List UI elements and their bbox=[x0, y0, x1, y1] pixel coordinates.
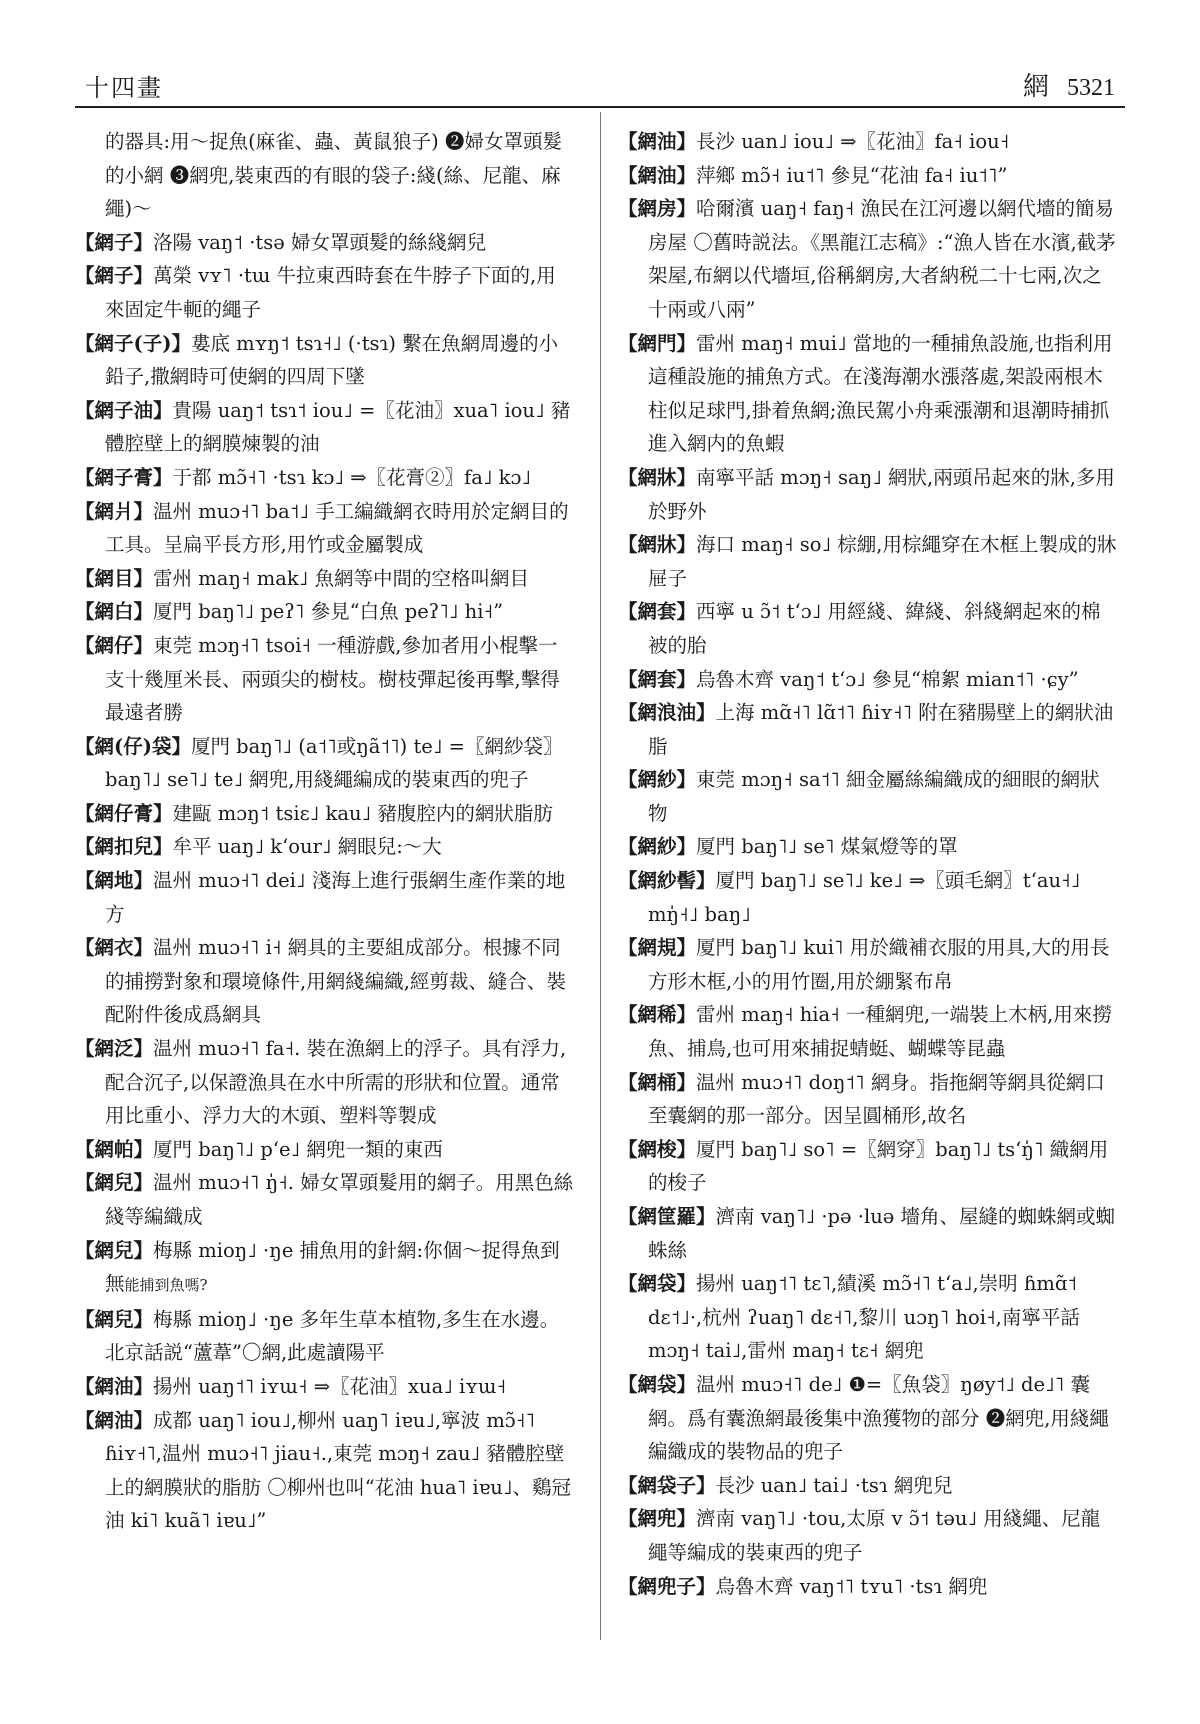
entry-definition: 厦門 baŋ˥˩ so˥ =〖網穿〗baŋ˥˩ tsʻŋ̍˥ 織網用的梭子 bbox=[648, 1137, 1109, 1195]
dictionary-entry bbox=[618, 931, 1118, 998]
entry-definition: 東莞 mɔŋ˧ sa˦˥ 細金屬絲編織成的細眼的網狀物 bbox=[648, 768, 1100, 825]
dictionary-entry bbox=[75, 259, 575, 326]
dictionary-entry bbox=[75, 226, 575, 260]
entry-definition: 南寧平話 mɔŋ˧ saŋ˩ 網狀,兩頭吊起來的牀,多用於野外 bbox=[648, 465, 1115, 523]
dictionary-entry bbox=[75, 1234, 575, 1303]
entry-definition: 揚州 uaŋ˦˥ tɛ˥,績溪 mɔ̃˧˥ tʻa˩,崇明 ɦmɑ̃˦ dɛ˦˩·,杭州 ʔuaŋ˥ dɛ˧˥,黎川 uɔŋ˥ hoi˧,南寧平話 mɔŋ˧ tai˩,雷州 maŋ˧ tɛ˧ 網兜 bbox=[648, 1272, 1080, 1363]
dictionary-entry bbox=[618, 1133, 1118, 1200]
dictionary-entry bbox=[75, 830, 575, 864]
page-header bbox=[75, 60, 1125, 108]
entry-headword: 【網子】 bbox=[75, 264, 154, 288]
dictionary-entry bbox=[618, 1267, 1118, 1368]
entry-definition: 烏魯木齊 vaŋ˦˥ tʏu˥ ·tsɿ 網兜 bbox=[715, 1574, 988, 1598]
entry-definition: 雷州 maŋ˧ mak˩ 魚網等中間的空格叫網目 bbox=[153, 566, 529, 590]
entry-headword: 【網兜子】 bbox=[618, 1574, 716, 1598]
head-character: 網 bbox=[1022, 72, 1049, 102]
entry-headword: 【網目】 bbox=[75, 566, 154, 590]
dictionary-entry bbox=[75, 125, 575, 226]
dictionary-entry bbox=[75, 730, 575, 797]
dictionary-entry bbox=[618, 528, 1118, 595]
entry-definition: 揚州 uaŋ˦˥ iʏɯ˧ ⇒〖花油〗xua˩ iʏɯ˧ bbox=[153, 1374, 507, 1398]
entry-headword: 【網門】 bbox=[618, 331, 697, 355]
entry-headword: 【網子油】 bbox=[75, 398, 173, 422]
entry-headword: 【網袋子】 bbox=[618, 1473, 716, 1497]
entry-definition: 厦門 baŋ˥˩ se˥˩ ke˩ ⇒〖頭毛網〗tʻau˧˩ mŋ̍˧˩ baŋ˩ bbox=[648, 869, 1081, 926]
entry-headword: 【網套】 bbox=[618, 600, 697, 624]
entry-definition: 貴陽 uaŋ˦ tsɿ˦ iou˩ =〖花油〗xua˥ iou˩ 豬體腔壁上的網膜煉製的油 bbox=[105, 398, 571, 456]
dictionary-entry bbox=[618, 125, 1118, 159]
entry-definition: 温州 muɔ˧˥ doŋ˦˥ 網身。指拖網等網具從網口至囊網的那一部分。因呈圓桶形,故名 bbox=[648, 1070, 1105, 1128]
entry-definition: 建甌 mɔŋ˦ tsiɛ˩ kau˩ 豬腹腔内的網狀脂肪 bbox=[172, 801, 553, 825]
entry-headword: 【網仔】 bbox=[75, 633, 154, 657]
dictionary-entry bbox=[618, 696, 1118, 763]
entry-definition: 濟南 vaŋ˥˩ ·tou,太原 v ɔ̃˦ təu˩ 用綫繩、尼龍繩等編成的裝東西的兜子 bbox=[648, 1507, 1101, 1564]
entry-headword: 【網稀】 bbox=[618, 1003, 697, 1027]
page-header-right bbox=[1023, 66, 1115, 103]
dictionary-entry bbox=[618, 1570, 1118, 1604]
entry-headword: 【網袋】 bbox=[618, 1372, 697, 1396]
entry-definition: 萍鄉 mɔ̃˧ iu˦˥ 參見“花油 fa˧ iu˦˥” bbox=[696, 163, 1008, 187]
dictionary-entry bbox=[75, 1404, 575, 1538]
entry-headword: 【網子(子)】 bbox=[75, 331, 191, 355]
entry-headword: 【網泛】 bbox=[75, 1037, 154, 1061]
entry-definition: 雷州 maŋ˧ hia˧ 一種網兜,一端裝上木柄,用來撈魚、捕鳥,也可用來捕捉蜻蜓、蝴蝶等昆蟲 bbox=[648, 1003, 1112, 1061]
entry-headword: 【網兜】 bbox=[618, 1507, 697, 1531]
entry-definition: 濟南 vaŋ˥˩ ·pə ·luə 墻角、屋縫的蜘蛛網或蜘蛛絲 bbox=[648, 1205, 1115, 1262]
entry-headword: 【網白】 bbox=[75, 600, 154, 624]
dictionary-entry bbox=[618, 830, 1118, 864]
entry-headword: 【網筐羅】 bbox=[618, 1205, 716, 1228]
dictionary-entry bbox=[618, 864, 1118, 931]
entry-definition: 厦門 baŋ˥˩ (a˦˥或ŋã˦˥) te˩ =〖網紗袋〗baŋ˥˩ se˥˩ te˩ 網兜,用綫繩編成的裝東西的兜子 bbox=[105, 734, 563, 792]
entry-headword: 【網衣】 bbox=[75, 936, 154, 960]
dictionary-entry bbox=[75, 1133, 575, 1167]
entry-definition: 牟平 uaŋ˩ kʻour˩ 網眼兒:～大 bbox=[172, 835, 442, 859]
entry-headword: 【網子】 bbox=[75, 230, 154, 254]
dictionary-entry bbox=[618, 1368, 1118, 1469]
entry-definition: 温州 muɔ˧˥ ŋ̍˧. 婦女罩頭髮用的網子。用黑色絲綫等編織成 bbox=[105, 1171, 574, 1228]
entry-definition: 厦門 baŋ˥˩ kui˥ 用於織補衣服的用具,大的用長方形木框,小的用竹圈,用於綳緊布帛 bbox=[648, 936, 1110, 993]
entry-definition: 萬榮 vʏ˥ ·tɯ 牛拉東西時套在牛脖子下面的,用來固定牛軛的繩子 bbox=[105, 264, 556, 321]
section-label: 十四畫 bbox=[85, 74, 163, 102]
dictionary-entry bbox=[75, 562, 575, 596]
entry-headword: 【網帕】 bbox=[75, 1137, 154, 1161]
entry-definition: 厦門 baŋ˥˩ se˥ 煤氣燈等的罩 bbox=[696, 835, 958, 859]
dictionary-entry bbox=[618, 159, 1118, 193]
entry-headword: 【網爿】 bbox=[75, 499, 154, 523]
dictionary-entry bbox=[75, 864, 575, 931]
entry-definition: 温州 muɔ˧˥ dei˩ 淺海上進行張網生產作業的地方 bbox=[105, 869, 566, 926]
dictionary-entry bbox=[618, 763, 1118, 830]
entry-definition: 温州 muɔ˧˥ ba˦˩ 手工編織網衣時用於定網目的工具。呈扁平長方形,用竹或金屬製成 bbox=[105, 499, 569, 557]
dictionary-entry bbox=[75, 461, 575, 495]
page-number: 5321 bbox=[1067, 75, 1115, 101]
dictionary-entry bbox=[75, 495, 575, 562]
dictionary-entry bbox=[618, 663, 1118, 697]
entry-headword: 【網牀】 bbox=[618, 465, 697, 489]
dictionary-entry bbox=[618, 595, 1118, 662]
entry-headword: 【網梭】 bbox=[618, 1137, 697, 1161]
dictionary-entry bbox=[75, 629, 575, 730]
dictionary-entry bbox=[75, 797, 575, 831]
dictionary-entry bbox=[75, 1032, 575, 1133]
dictionary-entry bbox=[75, 394, 575, 461]
entry-definition: 哈爾濱 uaŋ˧ faŋ˧ 漁民在江河邊以網代墻的簡易房屋 〇舊時説法。《黑龍江志稿》:“漁人皆在水濱,截茅架屋,布網以代墻垣,俗稱網房,大者納税二十七兩,次之十兩或八兩” bbox=[648, 197, 1116, 321]
dictionary-entry bbox=[618, 1469, 1118, 1503]
entry-definition: 洛陽 vaŋ˦ ·tsə 婦女罩頭髮的絲綫網兒 bbox=[153, 230, 487, 254]
entry-definition: 海口 maŋ˧ so˩ 棕綳,用棕繩穿在木框上製成的牀屉子 bbox=[648, 533, 1117, 590]
dictionary-entry bbox=[618, 192, 1118, 326]
entry-headword: 【網(仔)袋】 bbox=[75, 734, 191, 758]
entry-headword: 【網牀】 bbox=[618, 533, 697, 557]
left-column bbox=[75, 125, 575, 1538]
entry-headword: 【網扣兒】 bbox=[75, 835, 173, 859]
entry-gloss: 能捕到魚嗎? bbox=[124, 1276, 208, 1295]
entry-definition: 長沙 uan˩ iou˩ ⇒〖花油〗fa˧ iou˧ bbox=[696, 130, 1010, 153]
entry-headword: 【網套】 bbox=[618, 667, 697, 691]
dictionary-entry bbox=[618, 327, 1118, 461]
entry-definition: 上海 mɑ̃˧˥ lɑ̃˦˥ ɦiʏ˧˥ 附在豬腸壁上的網狀油脂 bbox=[648, 701, 1114, 758]
dictionary-entry bbox=[618, 1066, 1118, 1133]
entry-definition: 的器具:用～捉魚(麻雀、蟲、黃鼠狼子) ❷婦女罩頭髮的小網 ❸網兜,裝東西的有眼的袋子:綫(絲、尼龍、麻繩)～ bbox=[105, 130, 562, 221]
entry-headword: 【網浪油】 bbox=[618, 701, 716, 725]
entry-headword: 【網兒】 bbox=[75, 1238, 154, 1262]
entry-definition: 厦門 baŋ˥˩ pʻe˩ 網兜一類的東西 bbox=[153, 1137, 443, 1161]
entry-headword: 【網紗】 bbox=[618, 835, 697, 859]
entry-definition: 成都 uaŋ˥ iou˩,柳州 uaŋ˥ iɐu˩,寧波 mɔ̃˧˥ ɦiʏ˧˥,温州 muɔ˧˥ jiau˧.,東莞 mɔŋ˧ zau˩ 豬體腔壁上的網膜狀的脂肪 〇柳州也叫“花油 hua˥ iɐu˩、鷄冠油 ki˥ kuã˥ iɐu˩” bbox=[105, 1408, 571, 1533]
entry-headword: 【網兒】 bbox=[75, 1171, 154, 1195]
entry-headword: 【網油】 bbox=[75, 1374, 154, 1398]
entry-headword: 【網兒】 bbox=[75, 1307, 154, 1331]
entry-headword: 【網仔膏】 bbox=[75, 801, 173, 825]
entry-definition: 厦門 baŋ˥˩ peʔ˥ 參見“白魚 peʔ˥˩ hi˧” bbox=[153, 600, 504, 624]
entry-definition: 梅縣 mioŋ˩ ·ŋe 多年生草本植物,多生在水邊。北京話説“蘆葦”〇網,此處讀陽平 bbox=[105, 1307, 560, 1365]
column-divider bbox=[600, 112, 601, 1640]
entry-definition: 婁底 mʏŋ˦ tsɿ˧˩ (·tsɿ) 繫在魚網周邊的小鉛子,撒網時可使網的四周下墜 bbox=[105, 331, 559, 389]
entry-definition: 于都 mɔ̃˧˥ ·tsɿ kɔ˩ ⇒〖花膏②〗fa˩ kɔ˩ bbox=[172, 465, 532, 489]
right-column bbox=[618, 125, 1118, 1603]
entry-headword: 【網油】 bbox=[618, 130, 697, 153]
entry-definition: 温州 muɔ˧˥ i˧ 網具的主要組成部分。根據不同的捕撈對象和環境條件,用網綫編織,經剪裁、縫合、裝配附件後成爲網具 bbox=[105, 936, 566, 1027]
entry-headword: 【網規】 bbox=[618, 936, 697, 960]
entry-headword: 【網桶】 bbox=[618, 1070, 697, 1094]
entry-definition: 烏魯木齊 vaŋ˦ tʻɔ˩ 參見“棉絮 mian˦˥ ·ɕy” bbox=[696, 667, 1079, 691]
entry-definition: 東莞 mɔŋ˧˥ tsoi˧ 一種游戲,參加者用小棍擊一支十幾厘米長、兩頭尖的樹枝。樹枝彈起後再擊,擊得最遠者勝 bbox=[105, 633, 560, 725]
entry-definition: 温州 muɔ˧˥ de˩ ❶=〖魚袋〗ŋøy˦˩ de˩˥ 囊網。爲有囊漁網最後集中漁獲物的部分 ❷網兜,用綫繩編織成的裝物品的兜子 bbox=[648, 1372, 1109, 1464]
entry-headword: 【網房】 bbox=[618, 197, 697, 221]
dictionary-entry bbox=[618, 1200, 1118, 1267]
entry-headword: 【網紗】 bbox=[618, 768, 697, 792]
dictionary-entry bbox=[75, 327, 575, 394]
dictionary-entry bbox=[75, 1303, 575, 1370]
entry-definition: 長沙 uan˩ tai˩ ·tsɿ 網兜兒 bbox=[715, 1473, 953, 1497]
dictionary-entry bbox=[618, 1502, 1118, 1569]
dictionary-entry bbox=[75, 1166, 575, 1233]
dictionary-entry bbox=[75, 1370, 575, 1404]
dictionary-entry bbox=[618, 998, 1118, 1065]
entry-definition: 雷州 maŋ˧ mui˩ 當地的一種捕魚設施,也指利用這種設施的捕魚方式。在淺海潮水漲落處,架設兩根木柱似足球門,掛着魚網;漁民駕小舟乘漲潮和退潮時捕抓進入網内的魚蝦 bbox=[648, 331, 1113, 456]
entry-headword: 【網油】 bbox=[75, 1408, 154, 1432]
entry-definition: 西寧 u ɔ̃˦ tʻɔ˩ 用經綫、緯綫、斜綫網起來的棉被的胎 bbox=[648, 600, 1101, 657]
entry-definition: 梅縣 mioŋ˩ ·ŋe 捕魚用的針網:你個～捉得魚到無 bbox=[105, 1238, 560, 1296]
entry-headword: 【網地】 bbox=[75, 869, 154, 893]
entry-definition: 温州 muɔ˧˥ fa˧. 裝在漁網上的浮子。具有浮力,配合沉子,以保證漁具在水中所需的形狀和位置。通常用比重小、浮力大的木頭、塑料等製成 bbox=[105, 1037, 567, 1128]
entry-headword: 【網紗髻】 bbox=[618, 869, 716, 893]
entry-headword: 【網油】 bbox=[618, 163, 697, 187]
dictionary-entry bbox=[75, 595, 575, 629]
entry-headword: 【網袋】 bbox=[618, 1272, 697, 1296]
dictionary-entry bbox=[618, 461, 1118, 528]
dictionary-entry bbox=[75, 931, 575, 1032]
entry-headword: 【網子膏】 bbox=[75, 465, 173, 489]
